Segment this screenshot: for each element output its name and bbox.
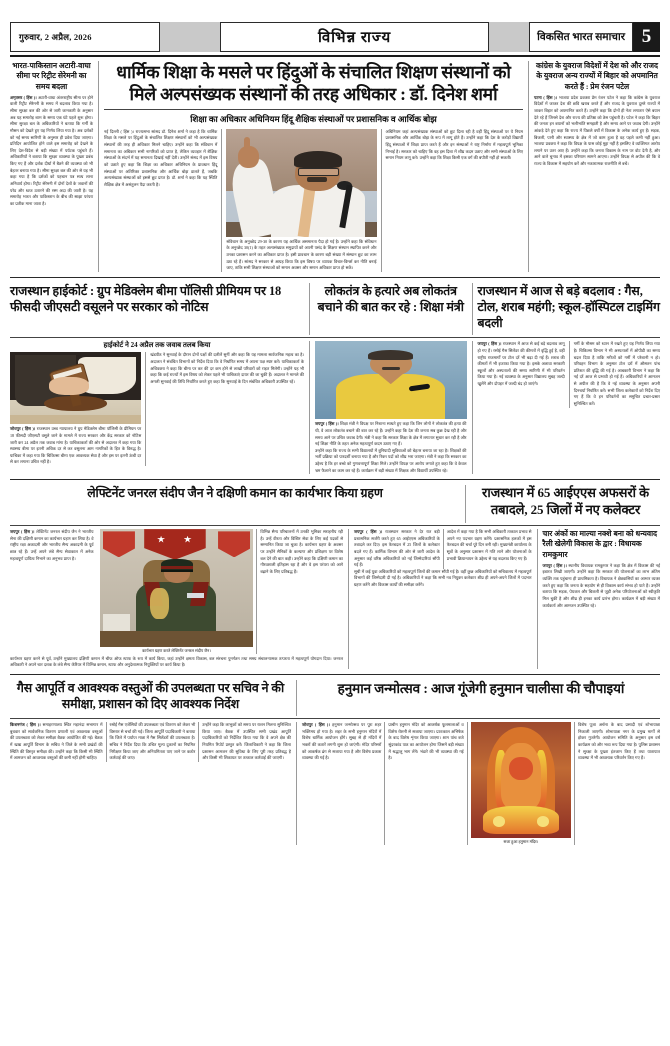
headline-gas-supply[interactable]: गैस आपूर्ति व आवश्यक वस्तुओं की उपलब्धता पर सचिव ने की समीक्षा, प्रशासन को दिए आवश्यक निर्देश <box>16 680 285 712</box>
photo-caption: सजा हुआ हनुमान मंदिर। <box>503 839 539 845</box>
row2-head-1 <box>10 283 309 335</box>
row4-head-2 <box>296 680 660 716</box>
story1-col-a <box>10 352 145 466</box>
row3-block <box>10 485 660 675</box>
row2-block <box>10 283 660 480</box>
lead-right-sidebar <box>528 61 660 272</box>
body-text <box>10 722 103 762</box>
army-col-c <box>256 529 343 654</box>
gas-col-b <box>106 722 199 762</box>
row2-head-3 <box>472 283 661 335</box>
masthead <box>10 22 660 52</box>
body-text <box>315 421 467 448</box>
headline-highcourt-gst[interactable]: राजस्थान हाईकोर्ट : ग्रुप मेडिक्लेम बीमा पॉलिसी प्रीमियम पर 18 फीसदी जीएसटी वसूलने पर सरकार को नोटिस <box>10 283 282 315</box>
page-number: 5 <box>633 22 660 52</box>
row3-story-2 <box>348 529 537 669</box>
body-text: अधिनियम जहां अल्पसंख्यक संस्थाओं को छूट दिला रही है वहीं हिंदू संस्थाओं पर ये नियम प्रशासनिक और आर्थिक बोझ के रूप में लागू होते हैं। उन्होंने कहा कि देश के करोड़ों विद्यार्थी हिंदू संस्थाओं में शिक्षा प्राप्त करते हैं और इन संस्थाओं ने राष्ट्र निर्माण में महत्वपूर्ण भूमिका निभाई है। सरकार को चाहिए कि वह इस दिशा में शीघ्र कदम उठाए और सभी संस्थाओं के लिए समान नियम लागू करे। उन्होंने कहा कि शिक्षा किसी एक वर्ग की बपौती नहीं हो सकती। <box>385 128 523 161</box>
headline-rajasthan-changes[interactable]: राजस्थान में आज से बड़े बदलाव : गैस, टोल, शराब महंगी; स्कूल-हॉस्पिटल टाइमिंग बदली <box>477 283 660 331</box>
story3-col-b <box>569 341 660 407</box>
row4-body <box>10 722 660 845</box>
row2-body <box>10 341 660 474</box>
body-text-run: समाहरणालय स्थित महानंदा सभागार में बुधवार को सार्वजनिक वितरण प्रणाली एवं आवश्यक वस्तुओं की उपलब्धता को लेकर समीक्षा बैठक आयोजित की गई। बैठक में खाद्य आपूर्ति विभाग के सचिव ने जिले के सभी प्रखंडों की स्थिति की विस्तृत समीक्षा की। उन्होंने कहा कि किसी भी स्थिति में आमजन को आवश्यक वस्तुओं की कमी नहीं होनी चाहिए। <box>10 722 103 761</box>
body-text: विशेष पूजा अर्चना के बाद प्रसादी एवं शोभायात्रा निकाली जाएगी। शोभायात्रा नगर के प्रमुख मार्गों से होकर गुजरेगी। आयोजन समिति के अनुसार इस वर्ष कार्यक्रम को और भव्य रूप दिया गया है। पुलिस प्रशासन ने सुरक्षा के पुख्ता इंतजाम किए हैं तथा यातायात व्यवस्था में भी आवश्यक परिवर्तन किए गए हैं। <box>578 722 660 761</box>
dateline: जयपुर ( हिंस )। <box>315 421 339 427</box>
body-text: सूची में कई युवा अधिकारियों को महत्वपूर्ण जिलों की कमान सौंपी गई है। वहीं कुछ अधिकारियों को सचिवालय में महत्वपूर्ण विभागों की जिम्मेदारी दी गई है। अधिकारियों ने कहा कि सभी नव नियुक्त कलेक्टर शीघ्र ही अपने-अपने जिलों में पदभार ग्रहण करेंगे और विकास कार्यों की समीक्षा करेंगे। <box>354 568 532 588</box>
body-text-run: हनुमान जन्मोत्सव पर पूरा शहर भक्तिमय हो गया है। शहर के सभी हनुमान मंदिरों में विशेष धार्मिक आयोजन होंगे। सुबह से ही मंदिरों में भक्तों की कतारें लगनी शुरू हो जाएंगी। मंदिर परिसरों को आकर्षक ढंग से सजाया गया है और विशेष प्रकाश व्यवस्था की गई है। <box>302 722 382 761</box>
body-text: नई दिल्ली ( हिंस )। राज्यसभा सांसद डॉ. दिनेश शर्मा ने कहा है कि धार्मिक शिक्षा के मसले पर हिंदुओं के संचालित शिक्षण संस्थानों को भी अल्पसंख्यक संस्थानों की तरह ही अधिकार मिलने चाहिए। उन्होंने कहा कि संविधान में समानता का अधिकार सभी नागरिकों को प्राप्त है, लेकिन व्यवहार में शैक्षिक संस्थाओं के संदर्भ में यह समानता दिखाई नहीं देती। उन्होंने संसद में इस विषय को उठाते हुए कहा कि शिक्षा का अधिकार अधिनियम के प्रावधान हिंदू संस्थाओं पर अतिरिक्त प्रशासनिक और आर्थिक बोझ डालते हैं, जबकि अल्पसंख्यक संस्थाओं को इससे छूट प्राप्त है। डॉ. शर्मा ने कहा कि यह स्थिति शैक्षिक क्षेत्र में असंतुलन पैदा करती है। <box>104 128 218 187</box>
headline-hanuman-janmotsav[interactable]: हनुमान जन्मोत्सव : आज गूंजेगी हनुमान चालीसा की चौपाइयां <box>337 680 625 696</box>
lead-headline[interactable]: धार्मिक शिक्षा के मसले पर हिंदुओं के संचालित शिक्षण संस्थानों को मिले अल्पसंख्यक संस्थानों की तरह अधिकार : डॉ. दिनेश शर्मा <box>116 62 511 105</box>
body-text-run: स्थानीय विधायक रामकुमार ने कहा कि क्षेत्र में विकास की नई इबारत लिखी जाएगी। उन्होंने कहा कि सरकार की योजनाओं का लाभ अंतिम व्यक्ति तक पहुंचाना ही प्राथमिकता है। विधायक ने क्षेत्रवासियों का आभार व्यक्त करते हुए कहा कि जनता के सहयोग से ही विकास कार्य संभव हो पाते हैं। उन्होंने बताया कि सड़क, पेयजल और बिजली से जुड़ी अनेक परियोजनाओं को स्वीकृति मिल चुकी है और शीघ्र ही इनका कार्य प्रारंभ होगा। कार्यक्रम में बड़ी संख्या में कार्यकर्ता और आमजन उपस्थित रहे। <box>542 562 660 608</box>
body-text <box>354 529 440 569</box>
dateline: जयपुर ( हिंस )। <box>477 341 502 347</box>
photo-caption: कार्यभार ग्रहण करते लेफ्टिनेंट जनरल संदीप जैन। <box>142 648 211 654</box>
body-text-run: राजस्थान में आज से कई बड़े बदलाव लागू हो गए हैं। रसोई गैस सिलेंडर की कीमतों में वृद्धि हुई है, वहीं राष्ट्रीय राजमार्गों पर टोल दरें भी बढ़ा दी गई हैं। शराब की कीमतों में भी इजाफा किया गया है। इसके अलावा सरकारी स्कूलों और अस्पतालों की समय सारिणी में भी परिवर्तन किया गया है। नई व्यवस्था के अनुसार विद्यालय सुबह जल्दी खुलेंगे और दोपहर में जल्दी बंद हो जाएंगे। <box>477 341 565 387</box>
sidebar-headline-vidhayak[interactable]: चार अंकों का माल्या नक्शे बना को धन्यवाद रैली खेलेगी विकास के द्वार : विधायक रामकुमार <box>542 529 658 559</box>
body-text-run: राजस्थान उच्च न्यायालय ने ग्रुप मेडिक्लेम बीमा पॉलिसी के प्रीमियम पर 18 फीसदी जीएसटी वसूले जाने के मामले में राज्य सरकार और केंद्र सरकार को नोटिस जारी कर 24 अप्रैल तक जवाब मांगा है। याचिकाकर्ता की ओर से अदालत में कहा गया कि स्वास्थ्य बीमा पर इतनी अधिक दर से कर वसूलना आम नागरिकों के हित के विरुद्ध है। याचिका में कहा गया कि चिकित्सा बीमा एक आवश्यक सेवा है और इस पर इतनी ऊंची दर से कर लगाना उचित नहीं है। <box>10 426 142 465</box>
body-text: उन्होंने कहा कि राज्य के सभी विद्यालयों में बुनियादी सुविधाओं को बेहतर बनाया जा रहा है। शिक्षकों की भर्ती प्रक्रिया को पारदर्शी बनाया गया है और रिक्त पदों को शीघ्र भरा जाएगा। मंत्री ने कहा कि सरकार का उद्देश्य है कि हर बच्चे को गुणवत्तापूर्ण शिक्षा मिले। उन्होंने विपक्ष पर आरोप लगाते हुए कहा कि वे केवल भ्रम फैलाने का काम कर रहे हैं। कार्यक्रम में बड़ी संख्या में शिक्षक और विद्यार्थी उपस्थित रहे। <box>315 447 467 473</box>
body-text: संविधान के अनुच्छेद 29-30 के कारण यह आर्थिक असमानता पैदा हो गई है। उन्होंने कहा कि संविधान के अनुच्छेद 30(1) के तहत अल्पसंख्यक समुदायों को अपनी पसंद के शिक्षण संस्थान स्थापित करने और उनका प्रशासन करने का अधिकार प्राप्त है। इसी प्रावधान के कारण बड़ी संख्या में संस्थान छूट का लाभ उठा रहे हैं। सांसद ने सरकार से आग्रह किया कि इस विषय पर व्यापक विचार-विमर्श कर नीति बनाई जाए, ताकि सभी शिक्षण संस्थाओं को समान अवसर और समान अधिकार प्राप्त हो सकें। <box>226 238 377 271</box>
photo-lt-gen-sandeep-jain <box>100 529 254 647</box>
masthead-spacer-left <box>160 22 220 52</box>
body-text <box>302 722 381 762</box>
story1-col-b <box>145 352 304 466</box>
body-text: विभिन्न सैन्य परिचालनों में उनकी भूमिका सराहनीय रही है। उन्हें वीरता और विशिष्ट सेवा के लिए कई पदकों से सम्मानित किया जा चुका है। कार्यभार ग्रहण के अवसर पर उन्होंने सैनिकों के कल्याण और प्रशिक्षण पर विशेष बल देने की बात कही। उन्होंने कहा कि दक्षिणी कमान का गौरवशाली इतिहास रहा है और वे इस परंपरा को आगे बढ़ाने के लिए प्रतिबद्ध हैं। <box>260 529 343 574</box>
hanuman-col-b <box>384 722 466 845</box>
hanuman-col-a <box>302 722 384 845</box>
body-text-run: शिक्षा मंत्री ने विपक्ष पर निशाना साधते हुए कहा कि जिन लोगों ने लोकतंत्र की हत्या की थी, वे आज लोकतंत्र बचाने की बात कर रहे हैं। उन्होंने कहा कि देश की जनता सब कुछ देख रही है और समय आने पर उचित जवाब देगी। मंत्री ने कहा कि सरकार शिक्षा के क्षेत्र में लगातार सुधार कर रही है और नई शिक्षा नीति के तहत अनेक महत्वपूर्ण कदम उठाए गए हैं। <box>315 421 467 447</box>
headline-ias-transfers[interactable]: राजस्थान में 65 आईएएस अफसरों के तबादले, 25 जिलों में नए कलेक्टर <box>482 485 649 518</box>
sidebar-headline-congress[interactable]: कांग्रेस के युवराज विदेशों में देश को और राजद के युवराज अन्य राज्यों में बिहार को अपमानित करते हैं : प्रेम रंजन पटेल <box>535 61 659 91</box>
paper-name: विकसित भारत समाचार <box>529 22 633 52</box>
row4-head-1 <box>10 680 296 716</box>
lead-col-1 <box>104 129 221 272</box>
lead-main <box>98 61 528 272</box>
row3-head-1 <box>10 485 465 523</box>
body-text <box>10 426 141 466</box>
photo-hanuman-temple <box>471 722 571 838</box>
body-text-run: राजस्थान सरकार ने देर रात बड़ी प्रशासनिक सर्जरी करते हुए 65 आईएएस अधिकारियों के तबादले कर दिए। इस फेरबदल में 25 जिलों के कलेक्टर बदले गए हैं। कार्मिक विभाग की ओर से जारी आदेश के अनुसार कई वरिष्ठ अधिकारियों को नई जिम्मेदारियां सौंपी गई हैं। <box>354 529 440 568</box>
row3-right-sidebar <box>537 529 661 669</box>
body-text: खंडपीठ ने सुनवाई के दौरान दोनों पक्षों की दलीलें सुनीं और कहा कि यह मामला सार्वजनिक महत्व का है। अदालत ने संबंधित विभागों को निर्देश दिया कि वे निर्धारित समय में अपना पक्ष स्पष्ट करें। याचिकाकर्ता के अधिवक्ता ने कहा कि बीमा पर कर की दर कम होने से लाखों परिवारों को राहत मिलेगी। उन्होंने यह भी कहा कि कई राज्यों में इस विषय को लेकर पहले भी याचिकाएं दायर की जा चुकी हैं। अदालत ने मामले की अगली सुनवाई की तिथि निर्धारित करते हुए कहा कि सुनवाई के दिन संबंधित अधिकारी उपस्थित रहें। <box>150 352 304 384</box>
hanuman-col-c <box>574 722 660 845</box>
body-text: रसोई गैस एजेंसियों की उपलब्धता एवं वितरण को लेकर भी विस्तार से चर्चा की गई। जिला आपूर्ति पदाधिकारी ने बताया कि जिले में पर्याप्त मात्रा में गैस सिलेंडरों की उपलब्धता है। सचिव ने निर्देश दिया कि उचित मूल्य दुकानों का नियमित निरीक्षण किया जाए और अनियमितता पाए जाने पर कठोर कार्रवाई की जाए। <box>109 722 196 761</box>
body-text <box>10 529 94 562</box>
row3-divider <box>10 525 660 526</box>
sidebar-body-retreat <box>10 95 93 208</box>
row2-story-2 <box>309 341 472 474</box>
dateline: जोधपुर ( हिंस )। <box>302 722 330 728</box>
dateline: जोधपुर ( हिंस )। <box>10 426 36 432</box>
sidebar-body-congress <box>534 95 660 168</box>
body-text: आदेश में कहा गया है कि सभी अधिकारी तत्काल प्रभाव से अपने नए पदभार ग्रहण करेंगे। प्रशासनिक हलकों में इस फेरबदल की चर्चा पूरे दिन बनी रही। मुख्यमंत्री कार्यालय के सूत्रों के अनुसार प्रशासन में गति लाने और योजनाओं के प्रभावी क्रियान्वयन के उद्देश्य से यह बदलाव किए गए हैं। <box>446 529 532 561</box>
row2-story-1 <box>10 341 309 474</box>
story3-col-a <box>478 341 569 407</box>
row4-story-2 <box>296 722 660 845</box>
body-text: प्राचीन हनुमान मंदिर को आकर्षक फूलमालाओं व विशेष रोशनी से सजाया जाएगा। प्रातःकाल अभिषेक के बाद विशेष शृंगार किया जाएगा। शाम पांच बजे सुंदरकांड पाठ का आयोजन होगा जिसमें बड़ी संख्या में श्रद्धालु भाग लेंगे। भंडारे की भी व्यवस्था की गई है। <box>388 722 464 761</box>
body-text <box>478 341 565 387</box>
photo-dinesh-sharma <box>226 129 376 237</box>
headline-loktantra[interactable]: लोकतंत्र के हत्यारे अब लोकतंत्र बचाने की बात कर रहे : शिक्षा मंत्री <box>317 283 464 315</box>
row3-body <box>10 529 660 669</box>
army-col-a <box>10 529 97 654</box>
publication-date: गुरुवार, 2 अप्रैल, 2026 <box>10 22 160 52</box>
army-col-photo <box>97 529 257 654</box>
dateline: जयपुर ( हिंस )। <box>542 562 567 568</box>
dateline: किशनगंज ( हिंस )। <box>10 722 41 728</box>
row2-head-2 <box>309 283 472 335</box>
gas-col-c <box>198 722 291 762</box>
body-text: अटारी-वाघा अंतरराष्ट्रीय सीमा पर होने वाली रिट्रीट सेरेमनी के समय में बदलाव किया गया है। सीमा सुरक्षा बल की ओर से जारी जानकारी के अनुसार अब यह समारोह शाम के समय एक घंटे पहले शुरू होगा। सीमा सुरक्षा बल के अधिकारियों ने बताया कि गर्मी के मौसम को देखते हुए यह निर्णय लिया गया है। अब दर्शकों को नई समय सारिणी के अनुसार ही प्रवेश दिया जाएगा। प्रतिदिन आयोजित होने वाले इस समारोह को देखने के लिए देश-विदेश से बड़ी संख्या में पर्यटक पहुंचते हैं। अधिकारियों ने बताया कि सुरक्षा व्यवस्था के पुख्ता प्रबंध किए गए हैं और दर्शक दीर्घा में बैठने की व्यवस्था को भी बेहतर बनाया गया है। सीमा सुरक्षा बल की ओर से यह भी कहा गया है कि दर्शकों को पहचान पत्र साथ लाना अनिवार्य होगा। रिट्रीट सेरेमनी में दोनों देशों के जवानों की परेड और ध्वज उतारने की रस्म अदा की जाती है। यह समारोह भारत और पाकिस्तान के बीच की साझा परंपरा का प्रतीक माना जाता है। <box>10 94 93 206</box>
photo-gavel <box>10 352 141 424</box>
lead-row <box>10 61 660 272</box>
body-text: उन्होंने कहा कि लाभुकों को समय पर राशन मिलना सुनिश्चित किया जाए। बैठक में उपस्थित सभी प्रखंड आपूर्ति पदाधिकारियों को निर्देशित किया गया कि वे अपने क्षेत्र की नियमित रिपोर्ट प्रस्तुत करें। जिलाधिकारी ने कहा कि जिला प्रशासन आमजन की सुविधा के लिए पूरी तरह प्रतिबद्ध है और किसी भी शिकायत पर तत्काल कार्रवाई की जाएगी। <box>202 722 291 761</box>
hanuman-col-photo <box>467 722 574 845</box>
row3-headlines <box>10 485 660 523</box>
newspaper-page <box>0 22 670 1046</box>
dateline: जयपुर ( हिंस )। <box>354 529 383 535</box>
lead-columns <box>104 129 523 272</box>
kicker-highcourt: हाईकोर्ट ने 24 अप्रैल तक जवाब तलब किया <box>103 341 211 350</box>
lead-divider <box>104 109 523 110</box>
lead-left-sidebar <box>10 61 98 272</box>
row4-block <box>10 680 660 850</box>
lead-col-photo <box>221 129 380 272</box>
gas-col-a <box>10 722 106 762</box>
row4-divider <box>10 718 660 719</box>
headline-southern-command[interactable]: लेफ्टिनेंट जनरल संदीप जैन ने दक्षिणी कमान का कार्यभार किया ग्रहण <box>87 486 383 501</box>
ias-col-b <box>443 529 532 569</box>
ias-col-a <box>354 529 443 569</box>
dateline: पटना ( हिंस )। <box>534 94 558 100</box>
row2-divider <box>10 337 660 338</box>
row4-story-1 <box>10 722 296 845</box>
masthead-spacer-right <box>489 22 529 52</box>
body-text: गर्मी के मौसम को ध्यान में रखते हुए यह निर्णय लिया गया है। चिकित्सा विभाग ने भी अस्पतालों में ओपीडी का समय बदल दिया है ताकि मरीजों को गर्मी में परेशानी न हो। परिवहन विभाग के अनुसार टोल दरों में औसतन पांच प्रतिशत की वृद्धि की गई है। आबकारी विभाग ने कहा कि नई दरें आज से प्रभावी हो गई हैं। अधिकारियों ने आमजन से अपील की है कि वे नई व्यवस्था के अनुसार अपनी दिनचर्या निर्धारित करें। सभी जिला कलेक्टरों को निर्देश दिए गए हैं कि वे इन परिवर्तनों का समुचित प्रचार-प्रसार सुनिश्चित करें। <box>573 341 660 406</box>
section-title: विभिन्न राज्य <box>220 22 489 52</box>
body-text: कार्यभार ग्रहण करने से पूर्व, उन्होंने मुख्यालय दक्षिणी कमान में चीफ ऑफ स्टाफ के रूप में कार्य किया, जहां उन्होंने क्षमता विकास, बल संरचना पुनर्गठन तथा समग्र संचालनात्मक तत्परता में महत्वपूर्ण योगदान दिया। जनरल अधिकारी ने अपने चार दशक के लंबे सैन्य कॅरियर में विभिन्न कमान, स्टाफ और अनुदेशात्मक नियुक्तियों पर कार्य किया है। <box>10 655 343 668</box>
row4-headlines <box>10 680 660 716</box>
sidebar-headline-retreat[interactable]: भारत-पाकिस्तान अटारी-वाघा सीमा पर रिट्रीट सेरेमनी का समय बदला <box>12 61 91 91</box>
body-text: भाजपा प्रदेश प्रवक्ता प्रेम रंजन पटेल ने कहा कि कांग्रेस के युवराज विदेशों में जाकर देश की छवि खराब करते हैं और राजद के युवराज दूसरे राज्यों में जाकर बिहार को अपमानित करते हैं। उन्होंने कहा कि दोनों ही नेता लगातार ऐसे बयान देते रहे हैं जिनसे देश और राज्य की प्रतिष्ठा को ठेस पहुंचती है। पटेल ने कहा कि बिहार की जनता इन बयानों को भलीभांति समझती है और समय आने पर जवाब देगी। उन्होंने आंकड़े देते हुए कहा कि राज्य में पिछले वर्षों में विकास के अनेक कार्य हुए हैं। सड़क, बिजली, पानी और स्वास्थ्य के क्षेत्र में जो काम हुआ है वह पहले कभी नहीं हुआ। भाजपा प्रवक्ता ने कहा कि विपक्ष के पास कोई मुद्दा नहीं है इसलिए वे व्यक्तिगत आरोप लगाने पर उतर आए हैं। उन्होंने कहा कि जनता विकास के नाम पर वोट देती है, और आने वाले चुनाव में इसका परिणाम सामने आएगा। उन्होंने विपक्ष से अपील की कि वे राज्य के विकास में सहयोग करें और नकारात्मक राजनीति से बचें। <box>534 94 660 166</box>
dateline: जयपुर ( हिंस )। <box>10 529 35 535</box>
dateline: अमृतसर ( हिंस )। <box>10 94 37 100</box>
lead-col-3 <box>381 129 523 272</box>
row2-story-3 <box>472 341 661 474</box>
row2-headlines <box>10 283 660 335</box>
body-text <box>543 563 661 609</box>
lead-block <box>10 57 660 278</box>
photo-education-minister <box>315 341 467 419</box>
row3-head-2 <box>465 485 660 523</box>
row3-story-1 <box>10 529 348 669</box>
lead-subheadline: शिक्षा का अधिकार अधिनियम हिंदू शैक्षिक संस्थाओं पर प्रशासनिक व आर्थिक बोझ <box>190 113 437 124</box>
body-text-run: लेफ्टिनेंट जनरल संदीप जैन ने भारतीय सेना की दक्षिणी कमान का कार्यभार ग्रहण कर लिया है। वे राष्ट्रीय रक्षा अकादमी और भारतीय सैन्य अकादमी के पूर्व छात्र रहे हैं। उन्हें अपने लंबे सैन्य सेवाकाल में अनेक महत्वपूर्ण दायित्व निभाने का अनुभव प्राप्त है। <box>10 529 94 561</box>
